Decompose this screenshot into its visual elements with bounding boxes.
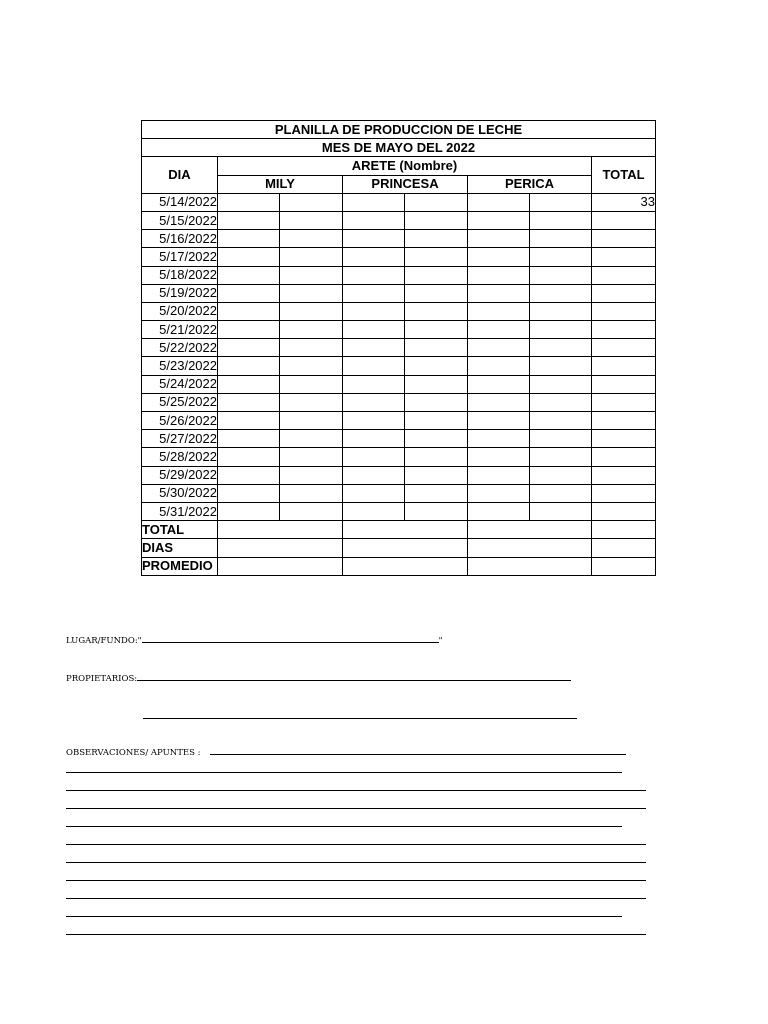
value-cell[interactable]: [468, 230, 530, 248]
value-cell[interactable]: [343, 430, 405, 448]
observaciones-blank-line[interactable]: [66, 844, 646, 845]
value-cell[interactable]: [405, 230, 468, 248]
value-cell[interactable]: [280, 266, 343, 284]
value-cell[interactable]: [468, 248, 530, 266]
value-cell[interactable]: [280, 412, 343, 430]
value-cell[interactable]: [280, 321, 343, 339]
value-cell[interactable]: [343, 375, 405, 393]
value-cell[interactable]: [218, 466, 280, 484]
value-cell[interactable]: [218, 339, 280, 357]
row-date: 5/30/2022: [142, 484, 218, 502]
value-cell[interactable]: [468, 284, 530, 302]
summary-cell[interactable]: [218, 521, 343, 539]
propietarios-label: PROPIETARIOS:: [66, 674, 138, 684]
value-cell[interactable]: [530, 211, 592, 229]
value-cell[interactable]: [405, 375, 468, 393]
value-cell[interactable]: [530, 321, 592, 339]
value-cell[interactable]: [530, 448, 592, 466]
value-cell[interactable]: [218, 211, 280, 229]
value-cell[interactable]: [218, 248, 280, 266]
value-cell[interactable]: [530, 193, 592, 211]
value-cell[interactable]: [468, 484, 530, 502]
summary-row: [142, 521, 656, 539]
value-cell[interactable]: [468, 357, 530, 375]
value-cell[interactable]: [218, 302, 280, 320]
value-cell[interactable]: [405, 430, 468, 448]
sheet-subtitle: MES DE MAYO DEL 2022: [142, 139, 656, 157]
row-date: 5/24/2022: [142, 375, 218, 393]
value-cell[interactable]: [343, 393, 405, 411]
value-cell[interactable]: [218, 430, 280, 448]
row-date: 5/18/2022: [142, 266, 218, 284]
value-cell[interactable]: [405, 393, 468, 411]
row-date: 5/29/2022: [142, 466, 218, 484]
table-row: [142, 502, 656, 520]
value-cell[interactable]: [218, 502, 280, 520]
value-cell[interactable]: [280, 393, 343, 411]
summary-row: [142, 557, 656, 575]
value-cell[interactable]: [280, 211, 343, 229]
observaciones-blank-line[interactable]: [66, 880, 646, 881]
value-cell[interactable]: [343, 412, 405, 430]
table-row: [142, 321, 656, 339]
value-cell[interactable]: [530, 393, 592, 411]
value-cell[interactable]: [343, 266, 405, 284]
row-date: 5/20/2022: [142, 302, 218, 320]
summary-label: DIAS: [142, 539, 218, 557]
value-cell[interactable]: [405, 357, 468, 375]
sheet-title: PLANILLA DE PRODUCCION DE LECHE: [142, 121, 656, 139]
value-cell[interactable]: [530, 357, 592, 375]
observaciones-blank-line[interactable]: [66, 862, 646, 863]
row-date: 5/17/2022: [142, 248, 218, 266]
value-cell[interactable]: [343, 502, 405, 520]
table-row: [142, 230, 656, 248]
row-date: 5/26/2022: [142, 412, 218, 430]
value-cell[interactable]: [468, 448, 530, 466]
row-total[interactable]: [592, 393, 656, 411]
propietarios-field-2[interactable]: [143, 718, 577, 719]
value-cell[interactable]: [280, 430, 343, 448]
value-cell[interactable]: [468, 393, 530, 411]
value-cell[interactable]: [343, 230, 405, 248]
value-cell[interactable]: [218, 284, 280, 302]
value-cell[interactable]: [405, 412, 468, 430]
value-cell[interactable]: [343, 193, 405, 211]
row-total[interactable]: [592, 248, 656, 266]
row-total[interactable]: [592, 339, 656, 357]
row-total[interactable]: [592, 502, 656, 520]
value-cell[interactable]: [468, 302, 530, 320]
row-date: 5/25/2022: [142, 393, 218, 411]
table-row: [142, 466, 656, 484]
observaciones-blank-line[interactable]: [66, 808, 646, 809]
table-row: [142, 266, 656, 284]
row-total[interactable]: [592, 448, 656, 466]
lugar-line: [66, 634, 443, 646]
row-date: 5/19/2022: [142, 284, 218, 302]
value-cell[interactable]: [530, 412, 592, 430]
value-cell[interactable]: [405, 321, 468, 339]
observaciones-line: [66, 746, 626, 758]
value-cell[interactable]: [405, 248, 468, 266]
value-cell[interactable]: [530, 230, 592, 248]
row-date: 5/28/2022: [142, 448, 218, 466]
value-cell[interactable]: [343, 248, 405, 266]
row-date: 5/21/2022: [142, 321, 218, 339]
value-cell[interactable]: [530, 502, 592, 520]
value-cell[interactable]: [280, 193, 343, 211]
row-date: 5/23/2022: [142, 357, 218, 375]
row-total[interactable]: [592, 430, 656, 448]
header-total: TOTAL: [592, 157, 656, 193]
summary-row: [142, 539, 656, 557]
value-cell[interactable]: [405, 448, 468, 466]
table-row: [142, 412, 656, 430]
value-cell[interactable]: [405, 466, 468, 484]
value-cell[interactable]: [343, 484, 405, 502]
summary-cell[interactable]: [592, 521, 656, 539]
propietarios-line: [66, 672, 571, 684]
value-cell[interactable]: [468, 502, 530, 520]
row-total[interactable]: [592, 412, 656, 430]
value-cell[interactable]: [218, 321, 280, 339]
table-row: [142, 339, 656, 357]
lugar-field[interactable]: [142, 634, 439, 643]
value-cell[interactable]: [218, 266, 280, 284]
observaciones-label: OBSERVACIONES/ APUNTES :: [66, 748, 201, 758]
observaciones-blank-line[interactable]: [66, 772, 622, 773]
header-animal-mily: MILY: [218, 175, 343, 193]
observaciones-blank-line[interactable]: [66, 826, 622, 827]
value-cell[interactable]: [280, 302, 343, 320]
value-cell[interactable]: [405, 484, 468, 502]
value-cell[interactable]: [343, 321, 405, 339]
value-cell[interactable]: [280, 339, 343, 357]
value-cell[interactable]: [343, 339, 405, 357]
value-cell[interactable]: [280, 284, 343, 302]
value-cell[interactable]: [530, 339, 592, 357]
summary-cell[interactable]: [468, 557, 592, 575]
value-cell[interactable]: [405, 193, 468, 211]
table-row: [142, 211, 656, 229]
summary-cell[interactable]: [343, 557, 468, 575]
value-cell[interactable]: [218, 357, 280, 375]
row-total[interactable]: [592, 211, 656, 229]
row-total[interactable]: [592, 266, 656, 284]
value-cell[interactable]: [468, 375, 530, 393]
table-row: [142, 393, 656, 411]
value-cell[interactable]: [280, 466, 343, 484]
value-cell[interactable]: [405, 266, 468, 284]
value-cell[interactable]: [218, 448, 280, 466]
production-sheet: [141, 120, 655, 576]
header-animal-princesa: PRINCESA: [343, 175, 468, 193]
row-date: 5/31/2022: [142, 502, 218, 520]
value-cell[interactable]: [468, 321, 530, 339]
row-total[interactable]: [592, 375, 656, 393]
observaciones-blank-line[interactable]: [66, 916, 622, 917]
value-cell[interactable]: [530, 375, 592, 393]
summary-cell[interactable]: [592, 557, 656, 575]
value-cell[interactable]: [343, 284, 405, 302]
table-row: [142, 430, 656, 448]
summary-label: TOTAL: [142, 521, 218, 539]
summary-cell[interactable]: [468, 539, 592, 557]
value-cell[interactable]: [468, 412, 530, 430]
value-cell[interactable]: [530, 466, 592, 484]
row-date: 5/15/2022: [142, 211, 218, 229]
value-cell[interactable]: [530, 430, 592, 448]
summary-cell[interactable]: [343, 539, 468, 557]
lugar-close: ": [438, 636, 443, 646]
row-total[interactable]: [592, 484, 656, 502]
value-cell[interactable]: [405, 339, 468, 357]
observaciones-field[interactable]: [210, 746, 626, 755]
summary-cell[interactable]: [592, 539, 656, 557]
row-date: 5/27/2022: [142, 430, 218, 448]
value-cell[interactable]: [405, 302, 468, 320]
row-total[interactable]: [592, 230, 656, 248]
value-cell[interactable]: [218, 484, 280, 502]
value-cell[interactable]: [280, 357, 343, 375]
production-table: [141, 120, 656, 576]
table-row: [142, 284, 656, 302]
row-total[interactable]: [592, 357, 656, 375]
table-row: [142, 357, 656, 375]
row-date: 5/22/2022: [142, 339, 218, 357]
row-total[interactable]: [592, 302, 656, 320]
value-cell[interactable]: [530, 266, 592, 284]
value-cell[interactable]: [530, 248, 592, 266]
value-cell[interactable]: [405, 284, 468, 302]
table-row: [142, 448, 656, 466]
table-row: [142, 375, 656, 393]
row-date: 5/14/2022: [142, 193, 218, 211]
value-cell[interactable]: [468, 211, 530, 229]
value-cell[interactable]: [530, 302, 592, 320]
value-cell[interactable]: [280, 248, 343, 266]
value-cell[interactable]: [343, 211, 405, 229]
value-cell[interactable]: [468, 466, 530, 484]
row-total[interactable]: [592, 466, 656, 484]
header-dia: DIA: [142, 157, 218, 193]
table-row: [142, 193, 656, 211]
row-total[interactable]: 33: [592, 193, 656, 211]
value-cell[interactable]: [343, 448, 405, 466]
summary-cell[interactable]: [468, 521, 592, 539]
table-row: [142, 302, 656, 320]
observaciones-blank-line[interactable]: [66, 898, 646, 899]
summary-cell[interactable]: [218, 539, 343, 557]
value-cell[interactable]: [343, 466, 405, 484]
table-row: [142, 484, 656, 502]
value-cell[interactable]: [343, 302, 405, 320]
value-cell[interactable]: [218, 412, 280, 430]
observaciones-blank-line[interactable]: [66, 934, 646, 935]
value-cell[interactable]: [468, 193, 530, 211]
value-cell[interactable]: [405, 502, 468, 520]
observaciones-blank-line[interactable]: [66, 790, 646, 791]
value-cell[interactable]: [280, 375, 343, 393]
row-total[interactable]: [592, 321, 656, 339]
row-total[interactable]: [592, 284, 656, 302]
value-cell[interactable]: [280, 502, 343, 520]
summary-cell[interactable]: [343, 521, 468, 539]
value-cell[interactable]: [468, 430, 530, 448]
value-cell[interactable]: [405, 211, 468, 229]
value-cell[interactable]: [280, 230, 343, 248]
header-arete: ARETE (Nombre): [218, 157, 592, 175]
value-cell[interactable]: [280, 448, 343, 466]
header-animal-perica: PERICA: [468, 175, 592, 193]
value-cell[interactable]: [280, 484, 343, 502]
row-date: 5/16/2022: [142, 230, 218, 248]
value-cell[interactable]: [530, 284, 592, 302]
value-cell[interactable]: [218, 193, 280, 211]
value-cell[interactable]: [530, 484, 592, 502]
summary-cell[interactable]: [218, 557, 343, 575]
value-cell[interactable]: [218, 375, 280, 393]
table-row: [142, 248, 656, 266]
value-cell[interactable]: [468, 339, 530, 357]
summary-label: PROMEDIO: [142, 557, 218, 575]
value-cell[interactable]: [218, 393, 280, 411]
value-cell[interactable]: [468, 266, 530, 284]
value-cell[interactable]: [218, 230, 280, 248]
propietarios-field[interactable]: [137, 672, 571, 681]
value-cell[interactable]: [343, 357, 405, 375]
lugar-label: LUGAR/FUNDO:": [66, 636, 142, 646]
